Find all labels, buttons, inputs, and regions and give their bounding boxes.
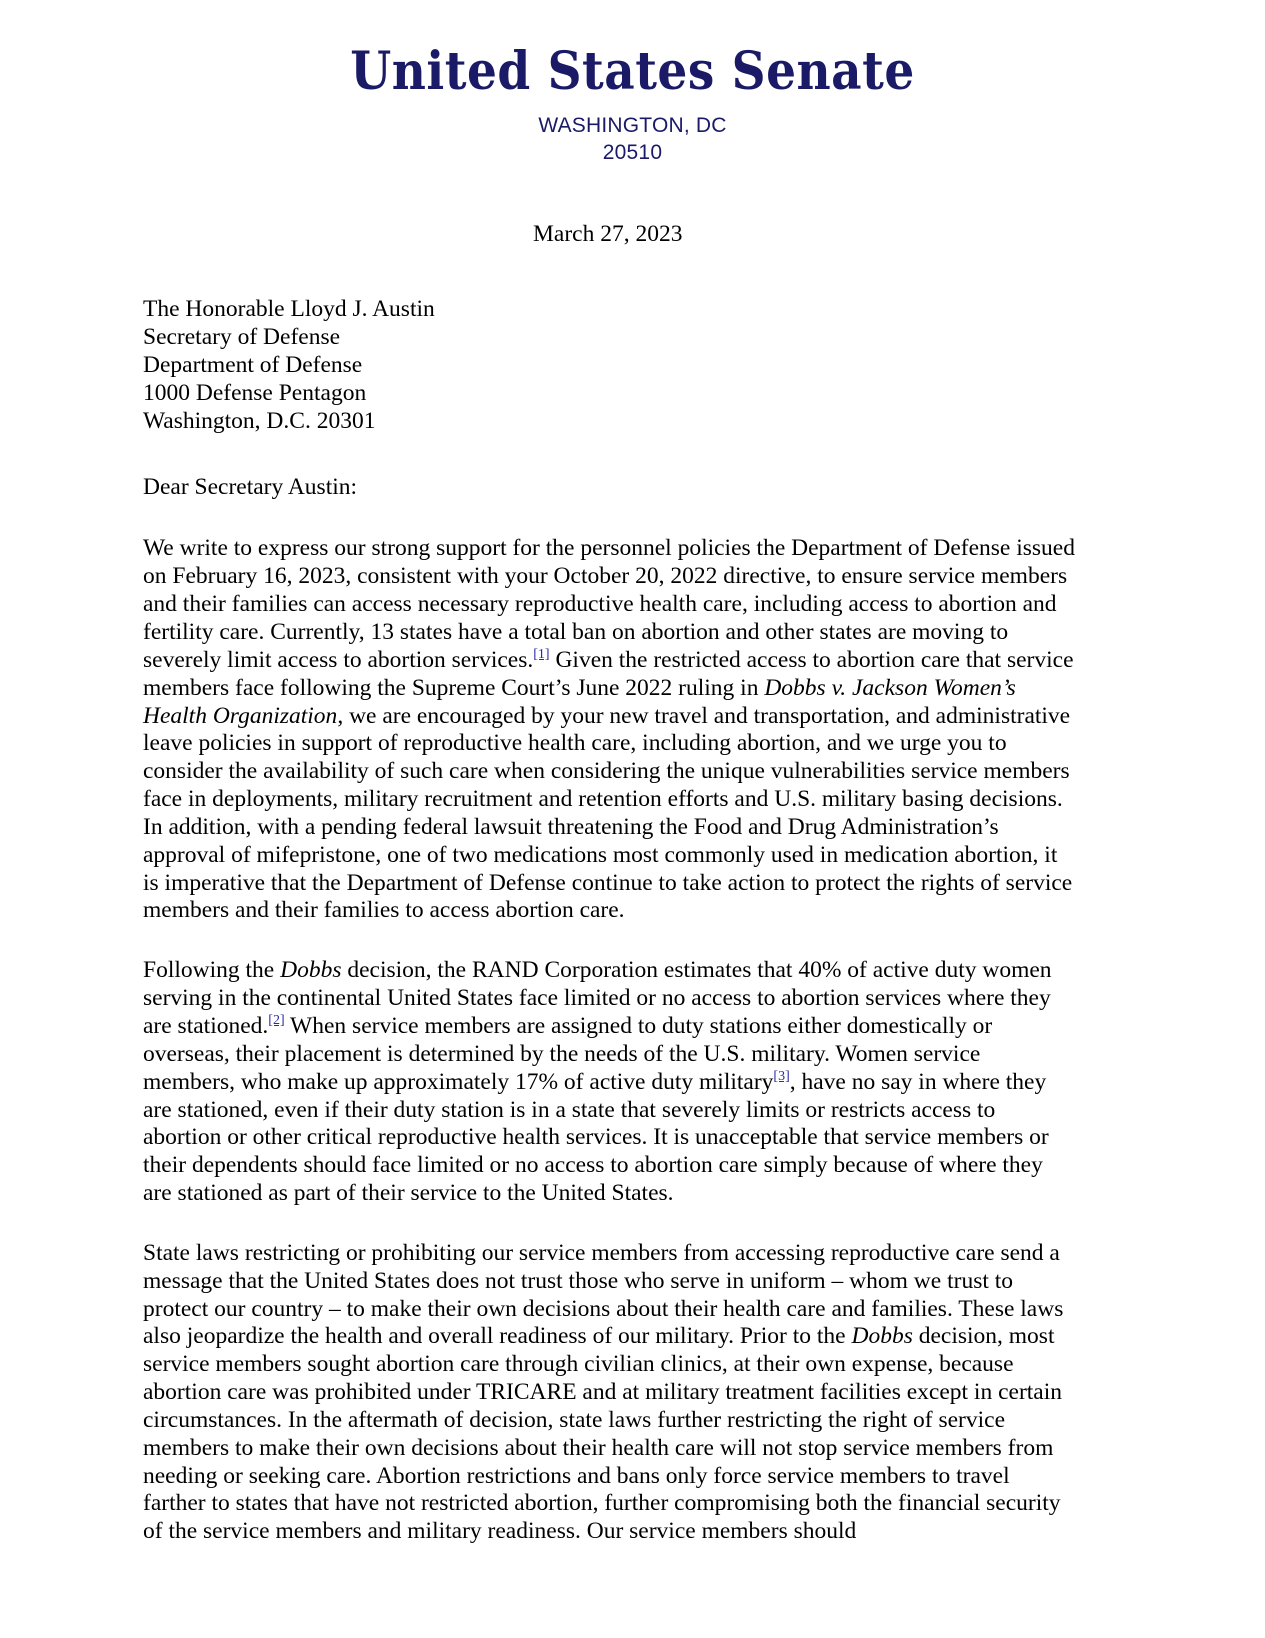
paragraph-2 [143,957,1075,1208]
footnote-link-2[interactable]: [2] [268,1013,285,1029]
paragraph-2-text-c: When service members are assigned to duty stations either domestically or overseas, their placement is determined by the needs of the U.S. military. Women service members, who make up approximately 17% of active duty military [143,1012,993,1095]
senate-letterhead-title: United States Senate [350,40,915,103]
footnote-link-1[interactable]: [1] [533,647,550,663]
paragraph-1-text-a: We write to express our strong support for the personnel policies the Department of Defense issued on February 16, 2023, consistent with your October 20, 2022 directive, to ensure service members and their families can access necessary reproductive health care, including access to abortion and fertility care. Currently, 13 states have a total ban on abortion and other states are moving to severely limit access to abortion services. [143,535,1075,673]
paragraph-3-text-b: decision, most service members sought abortion care through civilian clinics, at their own expense, because abortion care was prohibited under TRICARE and at military treatment facilities except in certain circumstances. In the aftermath of decision, state laws further restricting the right of service members to make their own decisions about their health care will not stop service members from needing or seeking care. Abortion restrictions and bans only force service members to travel farther to states that have not restricted abortion, further compromising both the financial security of the service members and military readiness. Our service members should [143,1323,1063,1545]
letterhead-city: WASHINGTON, DC [538,114,727,138]
paragraph-1-text-b: Given the restricted access to abortion care that service members face following the Supreme Court’s June 2022 ruling in [143,646,1074,701]
paragraph-3-text-a: State laws restricting or prohibiting our service members from accessing reproductive care send a message that the United States does not trust those who serve in uniform – whom we trust to protect our country – to make their own decisions about their health care and families. These laws also jeopardize the health and overall readiness of our military. Prior to the [143,1239,1064,1350]
letterhead [0,0,1265,167]
paragraph-2-text-a: Following the [143,957,281,984]
paragraph-2-text-d: , have no say in where they are stationed, even if their duty station is in a state that severely limits or restricts access to abortion or other critical reproductive health services. It is unacceptable that service members or their dependents should face limited or no access to abortion care simply because of where they are stationed as part of their service to the United States. [143,1068,1049,1207]
case-citation-dobbs-short: Dobbs [280,957,342,984]
address-line: Department of Defense [143,351,363,378]
footnote-link-3[interactable]: [3] [773,1068,790,1084]
letterhead-zip: 20510 [602,141,663,165]
recipient-address-block [143,296,1075,436]
address-line: The Honorable Lloyd J. Austin [143,295,435,322]
case-citation-dobbs-short-2: Dobbs [851,1323,913,1350]
address-line: Washington, D.C. 20301 [143,407,376,434]
letter-date: March 27, 2023 [533,221,683,248]
letter-body [0,220,1265,1546]
address-line: 1000 Defense Pentagon [143,379,367,406]
salutation: Dear Secretary Austin: [143,473,358,500]
case-citation-dobbs-full: Dobbs v. Jackson Women’s Health Organization [143,674,1016,729]
address-line: Secretary of Defense [143,323,341,350]
paragraph-2-text-b: decision, the RAND Corporation estimates that 40% of active duty women serving in the continental United States face limited or no access to abortion services where they are stationed. [143,957,1052,1039]
paragraph-1-text-c: , we are encouraged by your new travel and transportation, and administrative leave policies in support of reproductive health care, including abortion, and we urge you to consider the availability of such care when considering the unique vulnerabilities service members face in deployments, military recruitment and retention efforts and U.S. military basing decisions. In addition, with a pending federal lawsuit threatening the Food and Drug Administration’s approval of mifepristone, one of two medications most commonly used in medication abortion, it is imperative that the Department of Defense continue to take action to protect the rights of service members and their families to access abortion care. [143,702,1073,924]
paragraph-3 [143,1240,1075,1546]
paragraph-1 [143,535,1075,925]
